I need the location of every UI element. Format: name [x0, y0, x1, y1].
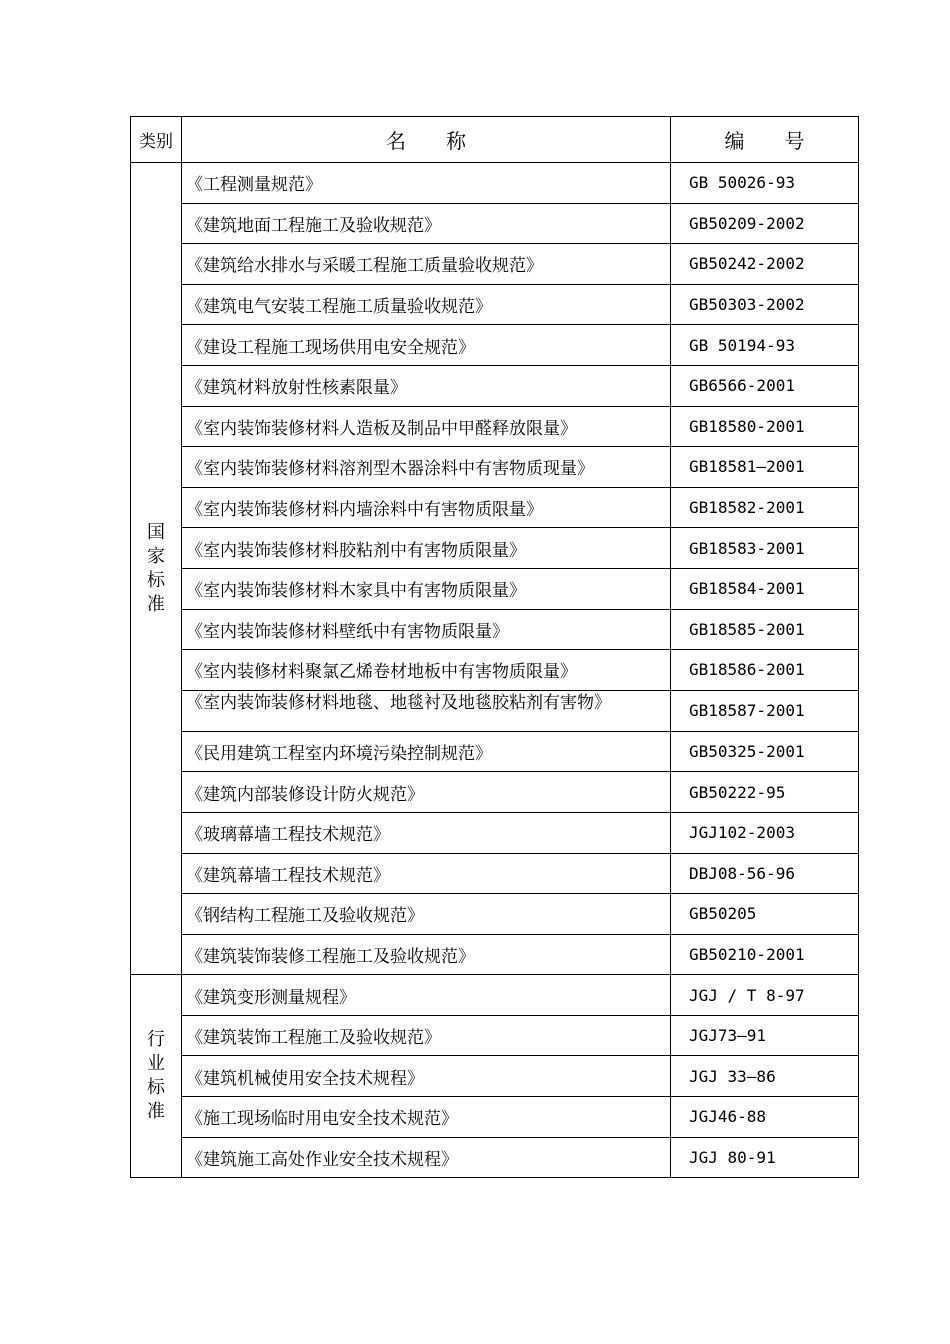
- standard-code: JGJ46-88: [671, 1097, 859, 1138]
- table-header-row: [131, 117, 859, 163]
- standard-code: JGJ 80-91: [671, 1137, 859, 1178]
- table-row: [131, 772, 859, 813]
- standard-name: 《建筑内部装修设计防火规范》: [182, 772, 671, 813]
- table-row: [131, 325, 859, 366]
- table-row: [131, 690, 859, 731]
- table-row: [131, 975, 859, 1016]
- table-row: [131, 812, 859, 853]
- standard-code: GB18584-2001: [671, 568, 859, 609]
- table-row: [131, 528, 859, 569]
- standard-code: GB50325-2001: [671, 731, 859, 772]
- category-char: 准: [147, 1101, 165, 1123]
- table-row: [131, 244, 859, 285]
- header-name: 名 称: [182, 117, 671, 163]
- standard-name: 《室内装饰装修材料人造板及制品中甲醛释放限量》: [182, 406, 671, 447]
- table-row: [131, 894, 859, 935]
- standard-name: 《建筑幕墙工程技术规范》: [182, 853, 671, 894]
- table-row: [131, 406, 859, 447]
- standard-name: 《施工现场临时用电安全技术规范》: [182, 1097, 671, 1138]
- category-char: 准: [147, 593, 165, 615]
- standard-name: 《工程测量规范》: [182, 163, 671, 204]
- standard-name: 《建筑装饰装修工程施工及验收规范》: [182, 934, 671, 975]
- standards-table: [130, 116, 859, 1178]
- standard-code: GB50303-2002: [671, 284, 859, 325]
- standard-name: 《建筑装饰工程施工及验收规范》: [182, 1015, 671, 1056]
- standard-name: 《室内装饰装修材料溶剂型木器涂料中有害物质现量》: [182, 447, 671, 488]
- standard-code: JGJ73—91: [671, 1015, 859, 1056]
- standard-code: GB18587-2001: [671, 690, 859, 731]
- standard-name: 《民用建筑工程室内环境污染控制规范》: [182, 731, 671, 772]
- table-row: [131, 487, 859, 528]
- table-row: [131, 609, 859, 650]
- standard-name: 《建筑材料放射性核素限量》: [182, 365, 671, 406]
- standard-code: JGJ102-2003: [671, 812, 859, 853]
- standard-code: GB50210-2001: [671, 934, 859, 975]
- standard-code: GB50222-95: [671, 772, 859, 813]
- standard-code: GB6566-2001: [671, 365, 859, 406]
- category-char: 标: [147, 1077, 165, 1099]
- table-row: [131, 1097, 859, 1138]
- header-category: 类别: [131, 117, 182, 163]
- standard-name: 《室内装饰装修材料木家具中有害物质限量》: [182, 568, 671, 609]
- standard-code: JGJ / T 8-97: [671, 975, 859, 1016]
- table-row: [131, 163, 859, 204]
- standard-name: 《建筑机械使用安全技术规程》: [182, 1056, 671, 1097]
- table-row: [131, 731, 859, 772]
- standard-code: GB18585-2001: [671, 609, 859, 650]
- table-row: [131, 650, 859, 691]
- standard-code: GB18586-2001: [671, 650, 859, 691]
- standard-name: 《建筑给水排水与采暖工程施工质量验收规范》: [182, 244, 671, 285]
- category-char: 国: [147, 521, 165, 543]
- table-row: [131, 447, 859, 488]
- standard-code: GB50242-2002: [671, 244, 859, 285]
- standard-code: DBJ08-56-96: [671, 853, 859, 894]
- table-row: [131, 934, 859, 975]
- standard-code: GB 50194-93: [671, 325, 859, 366]
- standard-code: GB50209-2002: [671, 203, 859, 244]
- category-char: 家: [147, 545, 165, 567]
- category-cell: [131, 163, 182, 975]
- standard-name: 《钢结构工程施工及验收规范》: [182, 894, 671, 935]
- standard-code: GB 50026-93: [671, 163, 859, 204]
- table-row: [131, 1056, 859, 1097]
- table-row: [131, 568, 859, 609]
- standard-code: GB18580-2001: [671, 406, 859, 447]
- table-row: [131, 853, 859, 894]
- table-row: [131, 1015, 859, 1056]
- standard-code: JGJ 33—86: [671, 1056, 859, 1097]
- table-row: [131, 284, 859, 325]
- table-row: [131, 203, 859, 244]
- category-char: 标: [147, 569, 165, 591]
- standard-name: 《室内装修材料聚氯乙烯卷材地板中有害物质限量》: [182, 650, 671, 691]
- standard-name: 《建筑地面工程施工及验收规范》: [182, 203, 671, 244]
- table-row: [131, 1137, 859, 1178]
- header-code: 编 号: [671, 117, 859, 163]
- standard-name: 《室内装饰装修材料地毯、地毯衬及地毯胶粘剂有害物》: [182, 690, 671, 731]
- standards-table-body: [131, 117, 859, 1178]
- standard-name: 《室内装饰装修材料胶粘剂中有害物质限量》: [182, 528, 671, 569]
- standard-name: 《建筑施工高处作业安全技术规程》: [182, 1137, 671, 1178]
- standard-code: GB18583-2001: [671, 528, 859, 569]
- standard-name: 《建筑电气安装工程施工质量验收规范》: [182, 284, 671, 325]
- category-char: 行: [147, 1029, 165, 1051]
- standard-name: 《室内装饰装修材料壁纸中有害物质限量》: [182, 609, 671, 650]
- standard-code: GB18582-2001: [671, 487, 859, 528]
- standard-code: GB18581—2001: [671, 447, 859, 488]
- category-cell: [131, 975, 182, 1178]
- table-row: [131, 365, 859, 406]
- standard-name: 《玻璃幕墙工程技术规范》: [182, 812, 671, 853]
- standard-name: 《室内装饰装修材料内墙涂料中有害物质限量》: [182, 487, 671, 528]
- standard-code: GB50205: [671, 894, 859, 935]
- category-char: 业: [147, 1053, 165, 1075]
- standard-name: 《建设工程施工现场供用电安全规范》: [182, 325, 671, 366]
- standard-name: 《建筑变形测量规程》: [182, 975, 671, 1016]
